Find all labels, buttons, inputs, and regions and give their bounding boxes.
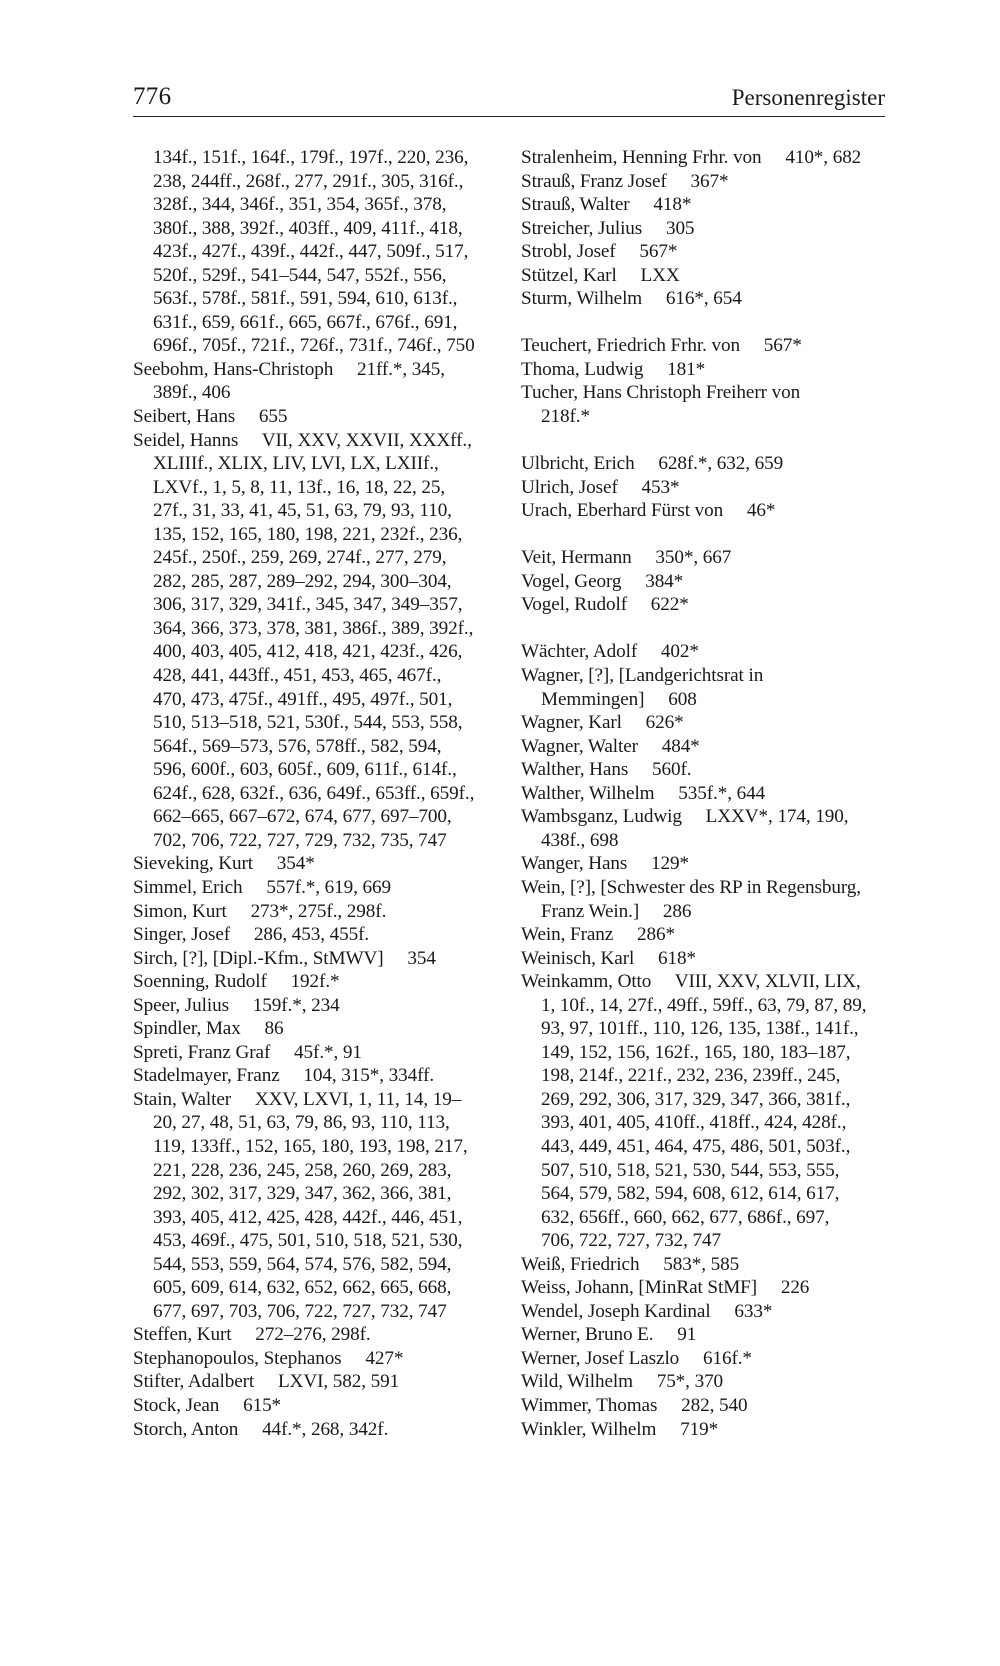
index-entry-continuation: 443, 449, 451, 464, 475, 486, 501, 503f., [541, 1135, 851, 1157]
index-entry-continuation: 631f., 659, 661f., 665, 667f., 676f., 691, [153, 311, 458, 333]
letter-group-gap [521, 429, 891, 453]
index-entry-continuation: 662–665, 667–672, 674, 677, 697–700, [153, 806, 452, 828]
page-number: 776 [133, 83, 172, 110]
index-entry-continuation: Memmingen] 608 [541, 688, 697, 710]
index-entry: Walther, Hans 560f. [521, 759, 692, 781]
running-head: Personenregister [731, 85, 885, 110]
index-entry-continuation: 677, 697, 703, 706, 722, 727, 732, 747 [153, 1300, 447, 1322]
index-entry: Spreti, Franz Graf 45f.*, 91 [133, 1041, 362, 1063]
index-entry-continuation: 453, 469f., 475, 501, 510, 518, 521, 530, [153, 1230, 463, 1252]
index-entry: Strauß, Walter 418* [521, 194, 692, 216]
index-entry-continuation: 238, 244ff., 268f., 277, 291f., 305, 316f., [153, 170, 464, 192]
letter-group-gap [521, 311, 891, 335]
index-entry: Wagner, Walter 484* [521, 735, 700, 757]
index-entry: Wimmer, Thomas 282, 540 [521, 1394, 748, 1416]
index-entry: Wild, Wilhelm 75*, 370 [521, 1371, 724, 1393]
index-entry-continuation: 221, 228, 236, 245, 258, 260, 269, 283, [153, 1159, 452, 1181]
index-entry-continuation: 393, 401, 405, 410ff., 418ff., 424, 428f., [541, 1112, 847, 1134]
index-entry-continuation: 438f., 698 [541, 829, 619, 851]
index-entry-continuation: 20, 27, 48, 51, 63, 79, 86, 93, 110, 113, [153, 1112, 450, 1134]
index-entry: Sirch, [?], [Dipl.-Kfm., StMWV] 354 [133, 947, 436, 969]
index-entry-continuation: 400, 403, 405, 412, 418, 421, 423f., 426, [153, 641, 463, 663]
index-entry: Singer, Josef 286, 453, 455f. [133, 924, 370, 946]
index-entry-continuation: 596, 600f., 603, 605f., 609, 611f., 614f., [153, 759, 457, 781]
index-entry-continuation: 119, 133ff., 152, 165, 180, 193, 198, 217, [153, 1135, 468, 1157]
index-entry: Weinkamm, Otto VIII, XXV, XLVII, LIX, [521, 971, 861, 993]
index-entry: Tucher, Hans Christoph Freiherr von [521, 382, 801, 404]
index-entry: Stain, Walter XXV, LXVI, 1, 11, 14, 19– [133, 1088, 462, 1110]
index-entry: Wein, Franz 286* [521, 924, 675, 946]
index-entry: Sturm, Wilhelm 616*, 654 [521, 288, 742, 310]
index-entry: Stralenheim, Henning Frhr. von 410*, 682 [521, 147, 862, 168]
index-entry-continuation: 1, 10f., 14, 27f., 49ff., 59ff., 63, 79, 87, 89, [541, 994, 867, 1016]
index-entry-continuation: 292, 302, 317, 329, 347, 362, 366, 381, [153, 1183, 452, 1205]
letter-group-gap [521, 617, 891, 641]
index-entry: Ulrich, Josef 453* [521, 476, 680, 498]
index-entry-continuation: 563f., 578f., 581f., 591, 594, 610, 613f., [153, 288, 458, 310]
index-entry: Wächter, Adolf 402* [521, 641, 699, 663]
index-entry-continuation: 282, 285, 287, 289–292, 294, 300–304, [153, 570, 452, 592]
index-entry: Seidel, Hanns VII, XXV, XXVII, XXXff., [133, 429, 472, 451]
index-entry-continuation: Franz Wein.] 286 [541, 900, 692, 922]
index-entry-continuation: 135, 152, 165, 180, 198, 221, 232f., 236, [153, 523, 463, 545]
index-column-left [133, 146, 503, 1441]
index-entry: Wendel, Joseph Kardinal 633* [521, 1300, 773, 1322]
index-entry-continuation: 632, 656ff., 660, 662, 677, 686f., 697, [541, 1206, 830, 1228]
index-column-right [521, 146, 891, 1441]
index-entry: Stützel, Karl LXX [521, 264, 680, 286]
index-entry: Wanger, Hans 129* [521, 853, 690, 875]
index-entry-continuation: 134f., 151f., 164f., 179f., 197f., 220, 236, [153, 147, 469, 168]
index-entry: Teuchert, Friedrich Frhr. von 567* [521, 335, 802, 357]
index-entry: Wagner, [?], [Landgerichtsrat in [521, 665, 764, 687]
index-entry: Stock, Jean 615* [133, 1394, 282, 1416]
index-entry: Stadelmayer, Franz 104, 315*, 334ff. [133, 1065, 435, 1087]
index-entry: Simmel, Erich 557f.*, 619, 669 [133, 876, 392, 898]
index-entry-continuation: 393, 405, 412, 425, 428, 442f., 446, 451, [153, 1206, 463, 1228]
index-entry-continuation: 605, 609, 614, 632, 652, 662, 665, 668, [153, 1277, 452, 1299]
index-entry: Seibert, Hans 655 [133, 406, 288, 428]
index-entry: Vogel, Georg 384* [521, 570, 684, 592]
index-entry-continuation: 507, 510, 518, 521, 530, 544, 553, 555, [541, 1159, 840, 1181]
index-entry-continuation: 624f., 628, 632f., 636, 649f., 653ff., 659f., [153, 782, 475, 804]
index-entry-continuation: 269, 292, 306, 317, 329, 347, 366, 381f., [541, 1088, 851, 1110]
index-entry-continuation: 389f., 406 [153, 382, 231, 404]
index-entry-continuation: 428, 441, 443ff., 451, 453, 465, 467f., [153, 665, 442, 687]
index-entry: Simon, Kurt 273*, 275f., 298f. [133, 900, 387, 922]
index-entry: Sieveking, Kurt 354* [133, 853, 315, 875]
index-entry-continuation: LXVf., 1, 5, 8, 11, 13f., 16, 18, 22, 25, [153, 476, 446, 498]
index-entry: Weinisch, Karl 618* [521, 947, 696, 969]
index-entry: Ulbricht, Erich 628f.*, 632, 659 [521, 453, 784, 475]
index-entry: Stifter, Adalbert LXVI, 582, 591 [133, 1371, 400, 1393]
index-entry: Walther, Wilhelm 535f.*, 644 [521, 782, 766, 804]
index-entry-continuation: 93, 97, 101ff., 110, 126, 135, 138f., 141f., [541, 1018, 859, 1040]
index-entry: Veit, Hermann 350*, 667 [521, 547, 732, 569]
index-entry: Speer, Julius 159f.*, 234 [133, 994, 340, 1016]
index-entry: Streicher, Julius 305 [521, 217, 695, 239]
index-entry: Seebohm, Hans-Christoph 21ff.*, 345, [133, 358, 445, 380]
index-entry-continuation: 564f., 569–573, 576, 578ff., 582, 594, [153, 735, 442, 757]
index-entry: Spindler, Max 86 [133, 1018, 284, 1040]
index-entry: Storch, Anton 44f.*, 268, 342f. [133, 1418, 389, 1440]
index-entry-continuation: 27f., 31, 33, 41, 45, 51, 63, 79, 93, 110, [153, 500, 452, 522]
index-entry-continuation: 328f., 344, 346f., 351, 354, 365f., 378, [153, 194, 447, 216]
index-entry: Steffen, Kurt 272–276, 298f. [133, 1324, 371, 1346]
index-entry: Weiss, Johann, [MinRat StMF] 226 [521, 1277, 810, 1299]
index-entry-continuation: 702, 706, 722, 727, 729, 732, 735, 747 [153, 829, 447, 851]
header-rule [133, 116, 885, 117]
index-entry-continuation: 696f., 705f., 721f., 726f., 731f., 746f., 750 [153, 335, 475, 357]
index-entry-continuation: XLIIIf., XLIX, LIV, LVI, LX, LXIIf., [153, 453, 439, 475]
index-entry: Wambsganz, Ludwig LXXV*, 174, 190, [521, 806, 849, 828]
index-entry-continuation: 149, 152, 156, 162f., 165, 180, 183–187, [541, 1041, 851, 1063]
index-entry: Winkler, Wilhelm 719* [521, 1418, 719, 1440]
index-entry: Thoma, Ludwig 181* [521, 358, 706, 380]
page-header [133, 78, 885, 118]
index-entry-continuation: 198, 214f., 221f., 232, 236, 239ff., 245, [541, 1065, 841, 1087]
index-entry: Vogel, Rudolf 622* [521, 594, 689, 616]
index-entry: Soenning, Rudolf 192f.* [133, 971, 340, 993]
index-entry: Wein, [?], [Schwester des RP in Regensburg, [521, 876, 861, 898]
index-entry: Wagner, Karl 626* [521, 712, 684, 734]
index-entry-continuation: 218f.* [541, 406, 590, 428]
index-entry-continuation: 306, 317, 329, 341f., 345, 347, 349–357, [153, 594, 463, 616]
index-entry: Werner, Josef Laszlo 616f.* [521, 1347, 752, 1369]
index-entry: Weiß, Friedrich 583*, 585 [521, 1253, 740, 1275]
letter-group-gap [521, 523, 891, 547]
index-entry-continuation: 380f., 388, 392f., 403ff., 409, 411f., 418, [153, 217, 463, 239]
index-entry-continuation: 423f., 427f., 439f., 442f., 447, 509f., 517, [153, 241, 469, 263]
index-entry-continuation: 564, 579, 582, 594, 608, 612, 614, 617, [541, 1183, 840, 1205]
index-entry-continuation: 510, 513–518, 521, 530f., 544, 553, 558, [153, 712, 463, 734]
index-entry-continuation: 470, 473, 475f., 491ff., 495, 497f., 501, [153, 688, 453, 710]
index-entry: Stephanopoulos, Stephanos 427* [133, 1347, 404, 1369]
index-entry-continuation: 520f., 529f., 541–544, 547, 552f., 556, [153, 264, 447, 286]
index-entry-continuation: 364, 366, 373, 378, 381, 386f., 389, 392f., [153, 617, 474, 639]
index-entry: Urach, Eberhard Fürst von 46* [521, 500, 776, 522]
index-entry-continuation: 706, 722, 727, 732, 747 [541, 1230, 721, 1252]
index-entry: Strobl, Josef 567* [521, 241, 678, 263]
index-entry-continuation: 544, 553, 559, 564, 574, 576, 582, 594, [153, 1253, 452, 1275]
index-entry: Werner, Bruno E. 91 [521, 1324, 697, 1346]
index-entry: Strauß, Franz Josef 367* [521, 170, 729, 192]
index-entry-continuation: 245f., 250f., 259, 269, 274f., 277, 279, [153, 547, 447, 569]
